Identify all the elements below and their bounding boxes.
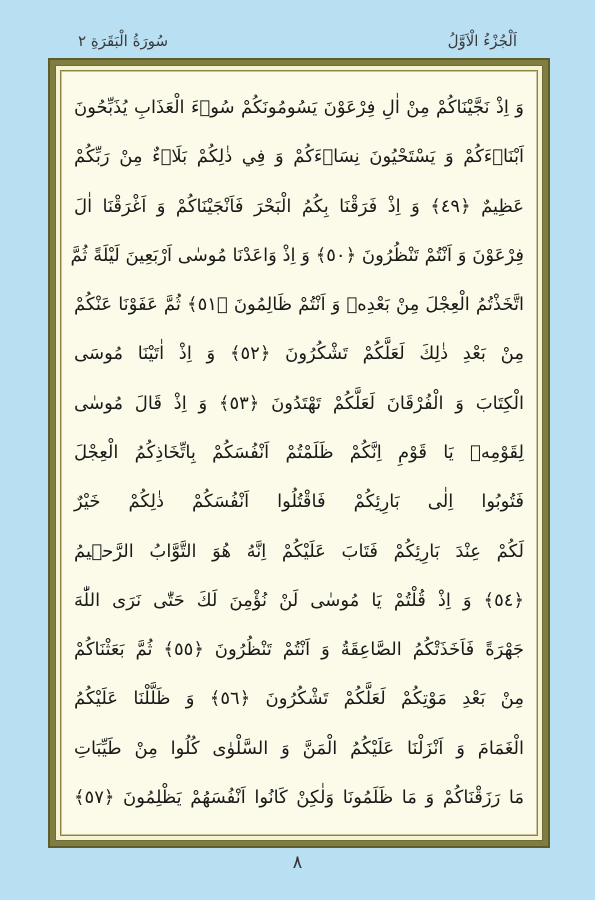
- verse-line: لَكُمْ عِنْدَ بَارِئِكُمْ فَتَابَ عَلَيْكُمْ اِنَّهُ هُوَ التَّوَّابُ الرَّح۪يمُ: [74, 540, 524, 562]
- verse-line: عَظِيمٌ ﴿٤٩﴾ وَ اِذْ فَرَقْنَا بِكُمُ الْبَحْرَ فَاَنْجَيْنَاكُمْ وَ اَغْرَقْنَا اٰلَ: [74, 195, 524, 217]
- verse-line: وَ اِذْ نَجَّيْنَاكُمْ مِنْ اٰلِ فِرْعَوْنَ يَسُومُونَكُمْ سُوۤءَ الْعَذَابِ يُذَبِّحُونَ: [74, 97, 524, 118]
- juz-label: اَلْجُزْءُ الْاَوَّلُ: [447, 32, 517, 50]
- page-footer: [0, 852, 595, 876]
- verse-line: مِنْ بَعْدِ ذٰلِكَ لَعَلَّكُمْ تَشْكُرُونَ ﴿٥٢﴾ وَ اِذْ اٰتَيْنَا مُوسَى: [74, 343, 524, 365]
- verse-line: مَا رَزَقْنَاكُمْ وَ مَا ظَلَمُونَا وَلٰكِنْ كَانُوا اَنْفُسَهُمْ يَظْلِمُونَ ﴿٥٧﴾: [74, 786, 524, 808]
- verse-line: الْغَمَامَ وَ اَنْزَلْنَا عَلَيْكُمُ الْمَنَّ وَ السَّلْوٰى كُلُوا مِنْ طَيِّبَاتِ: [74, 737, 524, 759]
- page-header: [78, 30, 517, 52]
- verse-line: الْكِتَابَ وَ الْفُرْقَانَ لَعَلَّكُمْ تَهْتَدُونَ ﴿٥٣﴾ وَ اِذْ قَالَ مُوسٰى: [74, 392, 525, 414]
- verse-line: اَبْنَاۤءَكُمْ وَ يَسْتَحْيُونَ نِسَاۤءَكُمْ وَ فِي ذٰلِكُمْ بَلَاۤءٌ مِنْ رَبِّكُمْ: [74, 146, 524, 168]
- verse-line: فِرْعَوْنَ وَ اَنْتُمْ تَنْظُرُونَ ﴿٥٠﴾ وَ اِذْ وَاعَدْنَا مُوسٰى اَرْبَعِينَ لَيْلَةً ثُمَّ: [70, 244, 524, 266]
- verse-line: ﴿٥٤﴾ وَ اِذْ قُلْتُمْ يَا مُوسٰى لَنْ نُؤْمِنَ لَكَ حَتّٰى نَرَى اللّٰهَ: [74, 589, 524, 611]
- verse-line: جَهْرَةً فَاَخَذَتْكُمُ الصَّاعِقَةُ وَ اَنْتُمْ تَنْظُرُونَ ﴿٥٥﴾ ثُمَّ بَعَثْنَاكُمْ: [74, 639, 524, 661]
- verse-line: اتَّخَذْتُمُ الْعِجْلَ مِنْ بَعْدِه۪ وَ اَنْتُمْ ظَالِمُونَ ﴿٥١﴾ ثُمَّ عَفَوْنَا عَنْكُمْ: [74, 294, 524, 316]
- verse-line: فَتُوبُوا اِلٰى بَارِئِكُمْ فَاقْتُلُوا اَنْفُسَكُمْ ذٰلِكُمْ خَيْرٌ: [74, 491, 524, 513]
- page-number: ٨: [292, 852, 303, 873]
- verse-text-area: [61, 71, 537, 835]
- surah-label: سُورَةُ الْبَقَرَةِ ٢: [78, 32, 169, 50]
- verse-lines: [70, 88, 525, 818]
- verse-line: مِنْ بَعْدِ مَوْتِكُمْ لَعَلَّكُمْ تَشْكُرُونَ ﴿٥٦﴾ وَ ظَلَّلْنَا عَلَيْكُمُ: [74, 688, 524, 710]
- verse-line: لِقَوْمِه۪ يَا قَوْمِ اِنَّكُمْ ظَلَمْتُمْ اَنْفُسَكُمْ بِاتِّخَاذِكُمُ الْعِجْلَ: [74, 441, 524, 463]
